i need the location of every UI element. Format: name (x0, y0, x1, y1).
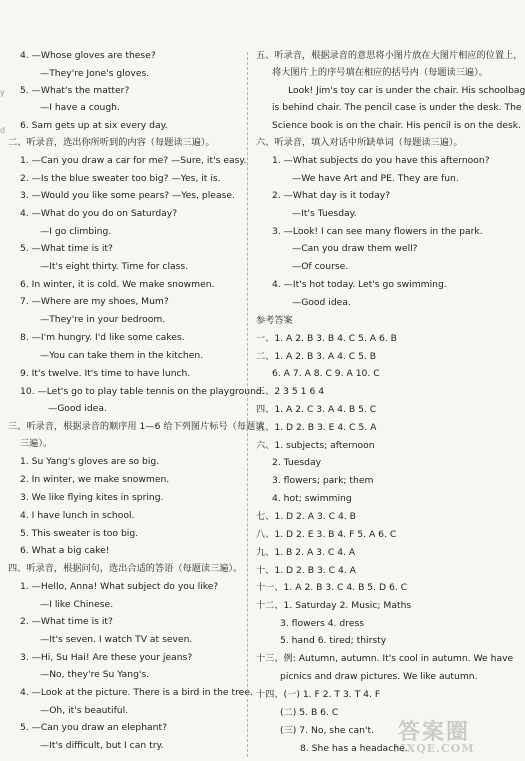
text-line: 六、1. subjects; afternoon (256, 440, 375, 451)
text-line: 4. —It's hot today. Let's go swimming. (272, 279, 447, 290)
text-line: 十二、1. Saturday 2. Music; Maths (256, 600, 412, 611)
text-line: 3. —Look! I can see many flowers in the park. (272, 226, 483, 237)
text-line: 4. —Whose gloves are these? (20, 50, 156, 61)
text-line: 四、听录音，根据问句，选出合适的答语（每题读三遍）。 (8, 563, 243, 574)
text-line: —Good idea. (292, 297, 351, 308)
text-line: 十三、例: Autumn, autumn. It's cool in autumn. We have (256, 653, 514, 664)
text-line: 五、听录音，根据录音的意思将小图片放在大图片相应的位置上， (256, 50, 523, 61)
text-line: —They're Jone's gloves. (40, 68, 150, 79)
text-line: 6. What a big cake! (20, 545, 110, 556)
watermark-logo (374, 721, 494, 757)
text-line: 5. hand 6. tired; thirsty (280, 635, 387, 646)
text-line: —It's eight thirty. Time for class. (40, 261, 189, 272)
text-line: —Oh, it's beautiful. (40, 705, 129, 716)
text-line: (三) 7. No, she can't. (280, 725, 375, 736)
text-line: 2. —What time is it? (20, 616, 113, 627)
text-line: 4. —Look at the picture. There is a bird in the tree. (20, 687, 253, 698)
watermark-text: 答案圈 (397, 719, 470, 745)
text-line: —It's difficult, but I can try. (40, 740, 164, 751)
text-line: Science book is on the chair. His pencil is on the desk. (272, 120, 521, 131)
column-divider (247, 52, 249, 757)
text-line: 1. —Can you draw a car for me? —Sure, it's easy. (20, 155, 247, 166)
text-line: 5. —What's the matter? (20, 85, 130, 96)
text-line: 3. —Hi, Su Hai! Are these your jeans? (20, 652, 193, 663)
text-line: —It's Tuesday. (292, 208, 357, 219)
text-line: 1. Su Yang's gloves are so big. (20, 456, 160, 467)
text-line: 三遍）。 (20, 438, 53, 449)
text-line: —Can you draw them well? (292, 243, 418, 254)
text-line: 一、1. A 2. B 3. B 4. C 5. A 6. B (256, 333, 397, 344)
text-line: 1. —What subjects do you have this afternoon? (272, 155, 490, 166)
text-line: 三、2 3 5 1 6 4 (256, 386, 325, 397)
text-line: 8. —I'm hungry. I'd like some cakes. (20, 332, 185, 343)
text-line: 7. —Where are my shoes, Mum? (20, 296, 169, 307)
text-line: 六、听录音，填入对话中所缺单词（每题读三遍）。 (256, 137, 463, 148)
text-line: 参考答案 (256, 315, 293, 326)
text-line: —Of course. (292, 261, 349, 272)
text-line: 十一、1. A 2. B 3. C 4. B 5. D 6. C (256, 582, 408, 593)
text-line: 5. —What time is it? (20, 243, 113, 254)
text-line: —You can take them in the kitchen. (40, 350, 204, 361)
text-line: 2. —What day is it today? (272, 190, 391, 201)
text-line: 6. Sam gets up at six every day. (20, 120, 168, 131)
text-line: —I have a cough. (40, 102, 120, 113)
text-line: 10. —Let's go to play table tennis on the playground. (20, 386, 265, 397)
text-line: —I go climbing. (40, 226, 112, 237)
text-line: —It's seven. I watch TV at seven. (40, 634, 193, 645)
text-line: 6. A 7. A 8. C 9. A 10. C (272, 368, 380, 379)
text-line: is behind chair. The pencil case is under the desk. The (272, 102, 522, 113)
text-line: 九、1. B 2. A 3. C 4. A (256, 547, 356, 558)
margin-mark: d (0, 126, 6, 135)
text-line: 2. In winter, we make snowmen. (20, 474, 170, 485)
text-line: 8. She has a headache. (300, 743, 408, 754)
text-line: 3. flowers; park; them (272, 475, 374, 486)
text-line: (二) 5. B 6. C (280, 707, 339, 718)
text-line: —No, they're Su Yang's. (40, 669, 150, 680)
text-line: 四、1. A 2. C 3. A 4. B 5. C (256, 404, 377, 415)
text-line: 2. Tuesday (272, 457, 322, 468)
text-line: 十四、(一) 1. F 2. T 3. T 4. F (256, 689, 381, 700)
text-line: 6. In winter, it is cold. We make snowmen. (20, 279, 215, 290)
text-line: 十、1. D 2. B 3. C 4. A (256, 565, 356, 576)
text-line: 二、听录音，选出你所听到的内容（每题读三遍）。 (8, 137, 215, 148)
text-line: 1. —Hello, Anna! What subject do you like? (20, 581, 219, 592)
text-line: 3. We like flying kites in spring. (20, 492, 164, 503)
text-line: 3. flowers 4. dress (280, 618, 365, 629)
text-line: 八、1. D 2. E 3. B 4. F 5. A 6. C (256, 529, 397, 540)
text-line: —I like Chinese. (40, 599, 114, 610)
text-line: 5. This sweater is too big. (20, 528, 139, 539)
text-line: 9. It's twelve. It's time to have lunch. (20, 368, 191, 379)
text-line: 2. —Is the blue sweater too big? —Yes, it is. (20, 173, 221, 184)
text-line: 五、1. D 2. B 3. E 4. C 5. A (256, 422, 377, 433)
text-line: —They're in your bedroom. (40, 314, 166, 325)
text-line: 七、1. D 2. A 3. C 4. B (256, 511, 356, 522)
text-line: 三、听录音，根据录音的顺序用 1—6 给下列图片标号（每题读 (8, 421, 265, 432)
text-line: Look! Jim's toy car is under the chair. His schoolbag (288, 85, 525, 96)
text-line: 将大图片上的序号填在相应的括号内（每题读三遍）。 (272, 67, 488, 78)
watermark-url: MXQE.COM (393, 742, 475, 755)
text-line: —We have Art and PE. They are fun. (292, 173, 459, 184)
text-line: 4. I have lunch in school. (20, 510, 135, 521)
text-line: 二、1. A 2. B 3. A 4. C 5. B (256, 351, 377, 362)
text-line: 4. —What do you do on Saturday? (20, 208, 178, 219)
text-line: picnics and draw pictures. We like autumn. (280, 671, 478, 682)
text-line: 3. —Would you like some pears? —Yes, please. (20, 190, 235, 201)
text-line: 4. hot; swimming (272, 493, 352, 504)
text-line: —Good idea. (48, 403, 107, 414)
text-line: 5. —Can you draw an elephant? (20, 722, 167, 733)
margin-mark: y (0, 88, 5, 97)
